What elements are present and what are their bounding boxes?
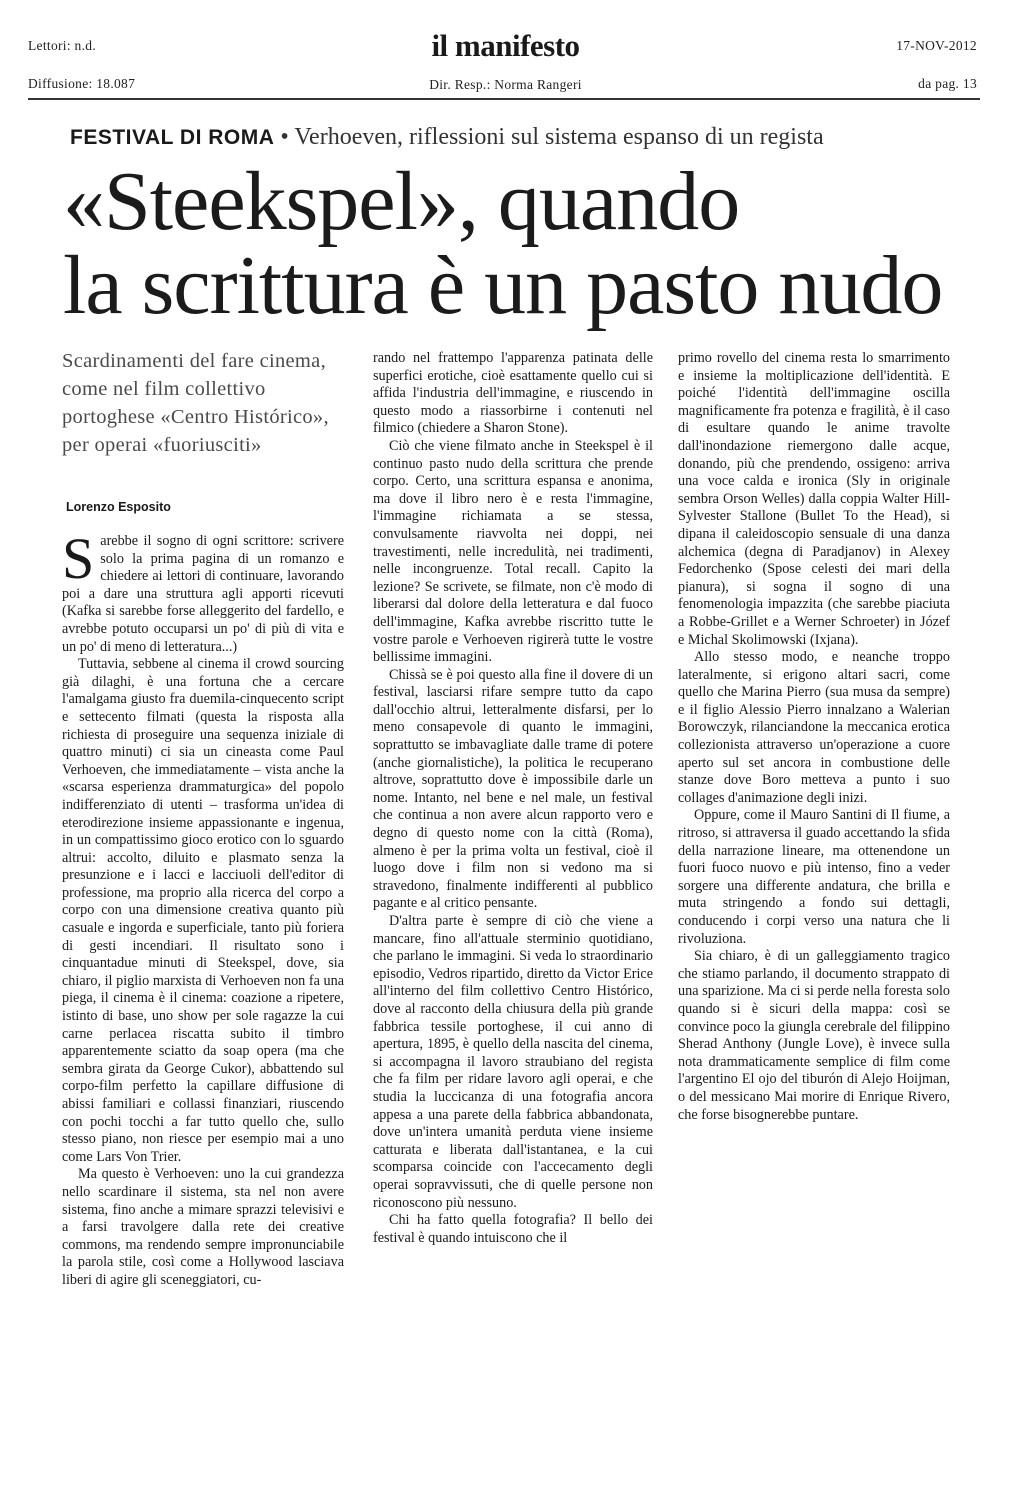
paragraph: primo rovello del cinema resta lo smarrimento e insieme la moltiplicazione dell'identità. E poiché l'identità dell'immagine oscilla magnificamente fra potenza e fragilità, è il caso di esultare quando le anime travolte dall'inondazione riemergono dalle acque, donando, più che prendendo, ossigeno: arriva una voce calda e ironica (Sly in originale sembra Orson Welles) dalla coppia Walter Hill-Sylvester Stallone (Bullet To the Head), si dipana il caleidoscopio sensuale di una danza alchemica (degna di Paradjanov) in Alexey Fedorchenko (Spose celesti dei mari della pianura), si sogna il sogno di una fenomenologia impazzita (che sarebbe piaciuta a Robbe-Grillet e a Werner Schroeter) in Józef e Michal Skolimowski (Ixjana). <box>678 350 950 648</box>
paragraph: Allo stesso modo, e neanche troppo lateralmente, si erigono altari sacri, come quello che Marina Pierro (sua musa da sempre) e il figlio Alessio Pierro innalzano a Walerian Borowczyk, rilanciandone la meccanica erotica collezionista attraverso un'operazione a cuore aperto sul set ancora in combustione delle stanze dove Boro metteva a punto i suo collages d'animazione degli inizi. <box>678 649 950 806</box>
paragraph <box>62 526 344 656</box>
paragraph: Ciò che viene filmato anche in Steekspel è il continuo pasto nudo della scrittura che prende corpo. Certo, una scrittura espansa e anonima, ma dove il libro nero è e resta l'immagine, l'immagine richiamata a se stessa, convulsamente riavvolta nei doppi, nei travestimenti, nelle incredulità, nei tradimenti, nelle incongruenze. Total recall. Capito la lezione? Se scrivete, se filmate, non c'è modo di liberarsi dal dolore della letteratura e dal fuoco dell'immagine, Kafka avrebbe riscritto tutte le vostre parole e Verhoeven rigirerà tutte le vostre bellissime immagini. <box>373 437 653 666</box>
header-date: 17-NOV-2012 <box>896 38 977 53</box>
paragraph: Tuttavia, sebbene al cinema il crowd sourcing già dilaghi, è una fortuna che a cercare l'amalgama giusto fra duemila-cinquecento script e settecento filmati (questa la risposta alla richiesta di proseguire una sequenza iniziale di quattro minuti) ci sia un cineasta come Paul Verhoeven, che immediatamente – vista anche la «scarsa esperienza drammaturgica» del popolo indifferenziato di utenti – trasforma un'idea di eterodirezione insieme appassionante e ingenua, in un compattissimo gioco erotico con lo sguardo altrui: accolto, diluito e plasmato senza la presunzione e i lacci e lacciuoli dell'editor di professione, ma proprio alla ricerca del corpo a corpo con una dimensione creativa quanto più casuale e ingorda e superficiale, tanto più foriera di gesti incendiari. Il risultato sono i cinquantadue minuti di Steekspel, dove, sia chiaro, il piglio marxista di Verhoeven non fa una piega, il cinema è il cinema: coazione a ripetere, istinto di base, uno show per sole ragazze la cui carne perlacea riscatta subito il timbro apparentemente sciatto da soap opera (ma che sembra girata da George Cukor), abbattendo sul corpo-film perfetto la capillare diffusione di abissi familiari e collassi finanziari, riuscendo con pochi tocchi a far tutto quello che, sullo stesso piano, non riesce per esempio mai a uno come Lars Von Trier. <box>62 656 344 1165</box>
kicker-separator: • <box>274 124 295 150</box>
kicker-text: Verhoeven, riflessioni sul sistema espanso di un regista <box>294 124 824 150</box>
article-column-2 <box>373 350 653 1247</box>
header-page: da pag. 13 <box>918 76 977 91</box>
article-column-3 <box>678 350 950 1124</box>
headline-line-1: «Steekspel», quando <box>63 155 740 248</box>
kicker <box>70 124 824 151</box>
header-circulation: Diffusione: 18.087 <box>28 76 136 91</box>
headline-line-2: la scrittura è un pasto nudo <box>63 239 943 332</box>
paragraph: Chi ha fatto quella fotografia? Il bello dei festival è quando intuiscono che il <box>373 1212 653 1246</box>
headline <box>63 155 983 332</box>
paragraph: Chissà se è poi questo alla fine il dovere di un festival, lasciarsi rifare sempre tutto da capo dall'occhio altrui, letteralmente disfarsi, per lo meno consapevole di quanto le immagini, soprattutto se imbavagliate dalle trame di potere (anche giornalistiche), la politica le recuperano altrove, soprattutto dove è impossibile darle un nome. Intanto, nel bene e nel male, un festival che continua a non avere alcun rapporto vero e degno di questo nome con la città (Roma), almeno è per la prima volta un festival, cioè il luogo dove i film non si vedono ma si stravedono, finalmente indifferenti al pubblico pagante e al critico pensante. <box>373 666 653 912</box>
byline: Lorenzo Esposito <box>66 500 171 514</box>
paragraph: Oppure, come il Mauro Santini di Il fiume, a ritroso, si attraversa il guado accettando la sfida della narrazione lineare, ma ottenendone un fuori fuoco nuovo e più intenso, fino a veder sorgere una differente andatura, che brilla e muta stringendo a fondo sui dettagli, conducendo i corpi verso una natura che li rivoluziona. <box>678 807 950 947</box>
paragraph: Ma questo è Verhoeven: uno la cui grandezza nello scardinare il sistema, sta nel non avere sistema, fino anche a mimare sprazzi televisivi e a farsi travolgere dalla rete dei creative commons, ma rendendo sempre impronunciabile la parola stile, così come a Hollywood lasciava liberi di agire gli sceneggiatori, cu- <box>62 1166 344 1288</box>
masthead: il manifesto <box>431 28 580 63</box>
header-readers: Lettori: n.d. <box>28 38 97 53</box>
header-rule <box>28 98 980 100</box>
paragraph-text: arebbe il sogno di ogni scrittore: scrivere solo la prima pagina di un romanzo e chiedere ai lettori di continuare, lavorando poi a dare una struttura agli apporti ricevuti (Kafka si sarebbe forse alleggerito del fardello, e avrebbe potuto occuparsi un po' di più di vita e un po' di meno di letteratura...) <box>62 533 344 655</box>
paragraph: rando nel frattempo l'apparenza patinata delle superfici erotiche, cioè esattamente quello cui si affida l'industria dell'immagine, e riuscendo in questo modo a riassorbirne i contenuti nel filmico (chiedere a Sharon Stone). <box>373 350 653 437</box>
paragraph: Sia chiaro, è di un galleggiamento tragico che stiamo parlando, il documento strappato di una sparizione. Ma ci si perde nella foresta solo quando si è sicuri della mappa: così se convince poco la giungla cerebrale del filippino Sherad Anthony (Jungle Love), è invece sulla nota drammaticamente semplice di film come l'argentino El ojo del tiburón di Alejo Hoijman, o del messicano Mai morire di Enrique Rivero, che forse bisognerebbe puntare. <box>678 948 950 1123</box>
header-director: Dir. Resp.: Norma Rangeri <box>429 77 582 92</box>
standfirst: Scardinamenti del fare cinema, come nel film collettivo portoghese «Centro Histórico», per operai «fuoriusciti» <box>62 350 329 456</box>
drop-cap: S <box>62 526 95 591</box>
kicker-section: FESTIVAL DI ROMA <box>70 126 275 149</box>
paragraph: D'altra parte è sempre di ciò che viene a mancare, fino all'attuale sterminio quotidiano, che parlano le immagini. Si veda lo straordinario episodio, Vedros ripartido, diretto da Victor Erice all'interno del film collettivo Centro Histórico, dove al racconto della chiusura della più grande fabbrica tessile portoghese, il cui anno di apertura, 1895, è quello della nascita del cinema, si accompagna il lavoro straubiano del regista che fa film per ridare lavoro agli operai, e che studia la luccicanza di una fotografia ancora appesa a una parete della fabbrica abbandonata, dove un'intera umanità perduta viene insieme catturata e liberata dall'istantanea, e la cui scomparsa coincide con l'accecamento degli operai sopravvissuti, che di quelle persone non riconoscono più nessuno. <box>373 913 653 1211</box>
article-column-1 <box>62 526 344 1290</box>
